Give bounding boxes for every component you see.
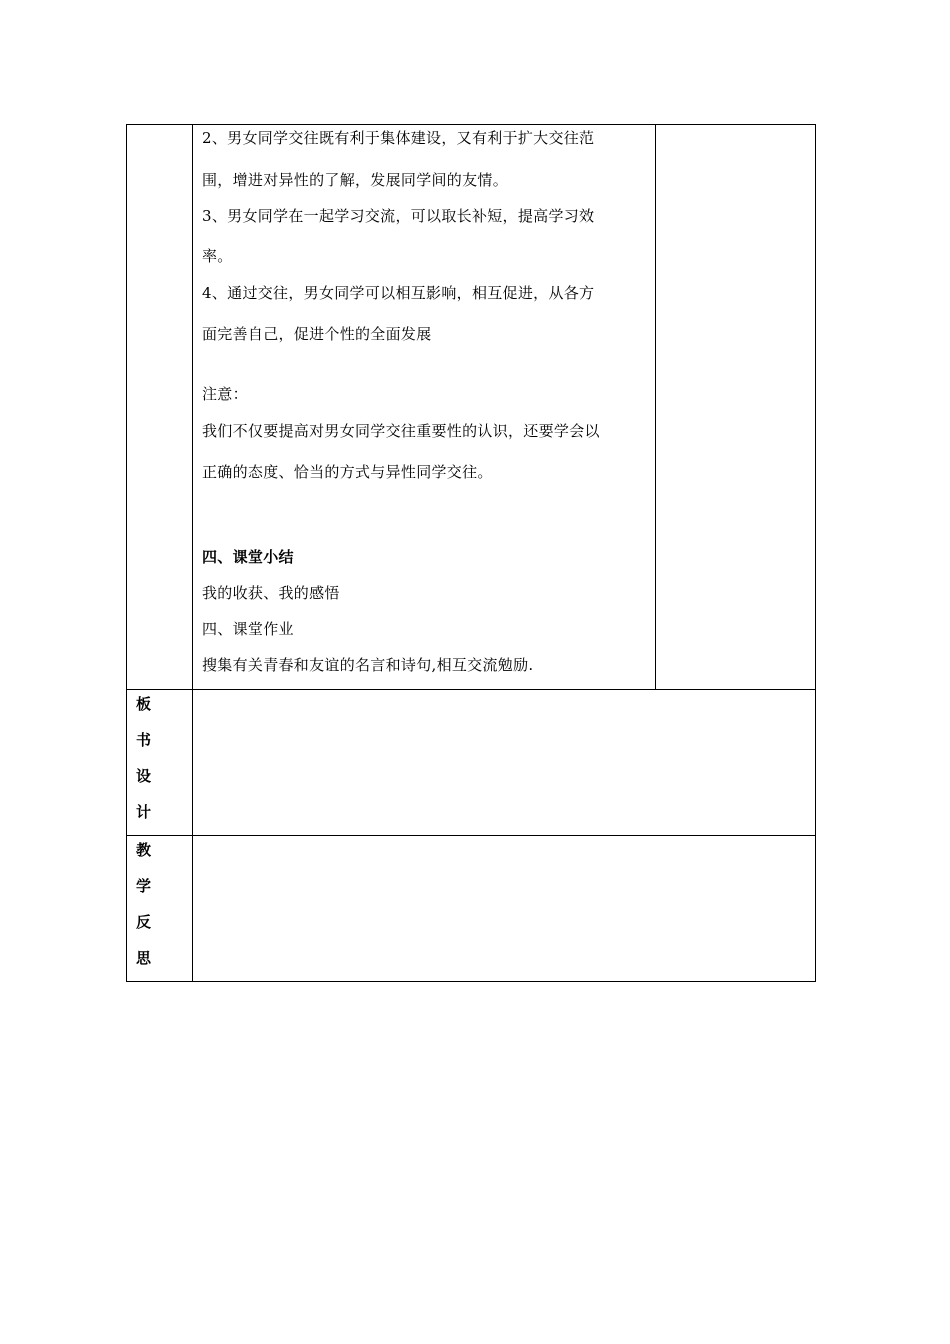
- content-line-6: 面完善自己，促进个性的全面发展: [202, 325, 432, 343]
- note-heading: 注意：: [202, 385, 248, 403]
- content-line-1: 2、男女同学交往既有利于集体建设，又有利于扩大交往范: [202, 129, 595, 147]
- teaching-reflection-char-2: 学: [136, 877, 152, 895]
- board-design-content: [193, 690, 815, 835]
- homework-heading: 四、课堂作业: [202, 620, 294, 638]
- teaching-reflection-content: [193, 836, 815, 981]
- content-line-9: 正确的态度、恰当的方式与异性同学交往。: [202, 463, 493, 481]
- table-border-bottom: [126, 981, 816, 982]
- board-design-char-3: 设: [136, 767, 152, 785]
- teaching-reflection-char-1: 教: [136, 841, 152, 859]
- content-line-11: 我的收获、我的感悟: [202, 584, 340, 602]
- table-border-right: [815, 124, 816, 982]
- content-line-13: 搜集有关青春和友谊的名言和诗句,相互交流勉励.: [202, 656, 534, 674]
- table-border-left: [126, 124, 127, 982]
- board-design-char-1: 板: [136, 695, 152, 713]
- teaching-reflection-char-4: 思: [136, 949, 152, 967]
- board-design-char-4: 计: [136, 803, 152, 821]
- table-border-top: [126, 124, 816, 125]
- board-design-char-2: 书: [136, 731, 152, 749]
- teaching-reflection-char-3: 反: [136, 913, 152, 931]
- content-line-4: 率。: [202, 247, 233, 265]
- content-line-2: 围，增进对异性的了解，发展同学间的友情。: [202, 171, 509, 189]
- content-line-8: 我们不仅要提高对男女同学交往重要性的认识，还要学会以: [202, 422, 600, 440]
- summary-heading: 四、课堂小结: [202, 548, 294, 566]
- content-line-5: 4、通过交往，男女同学可以相互影响，相互促进，从各方: [202, 284, 595, 302]
- column-divider-notes: [655, 124, 656, 690]
- content-line-3: 3、男女同学在一起学习交流，可以取长补短，提高学习效: [202, 207, 595, 225]
